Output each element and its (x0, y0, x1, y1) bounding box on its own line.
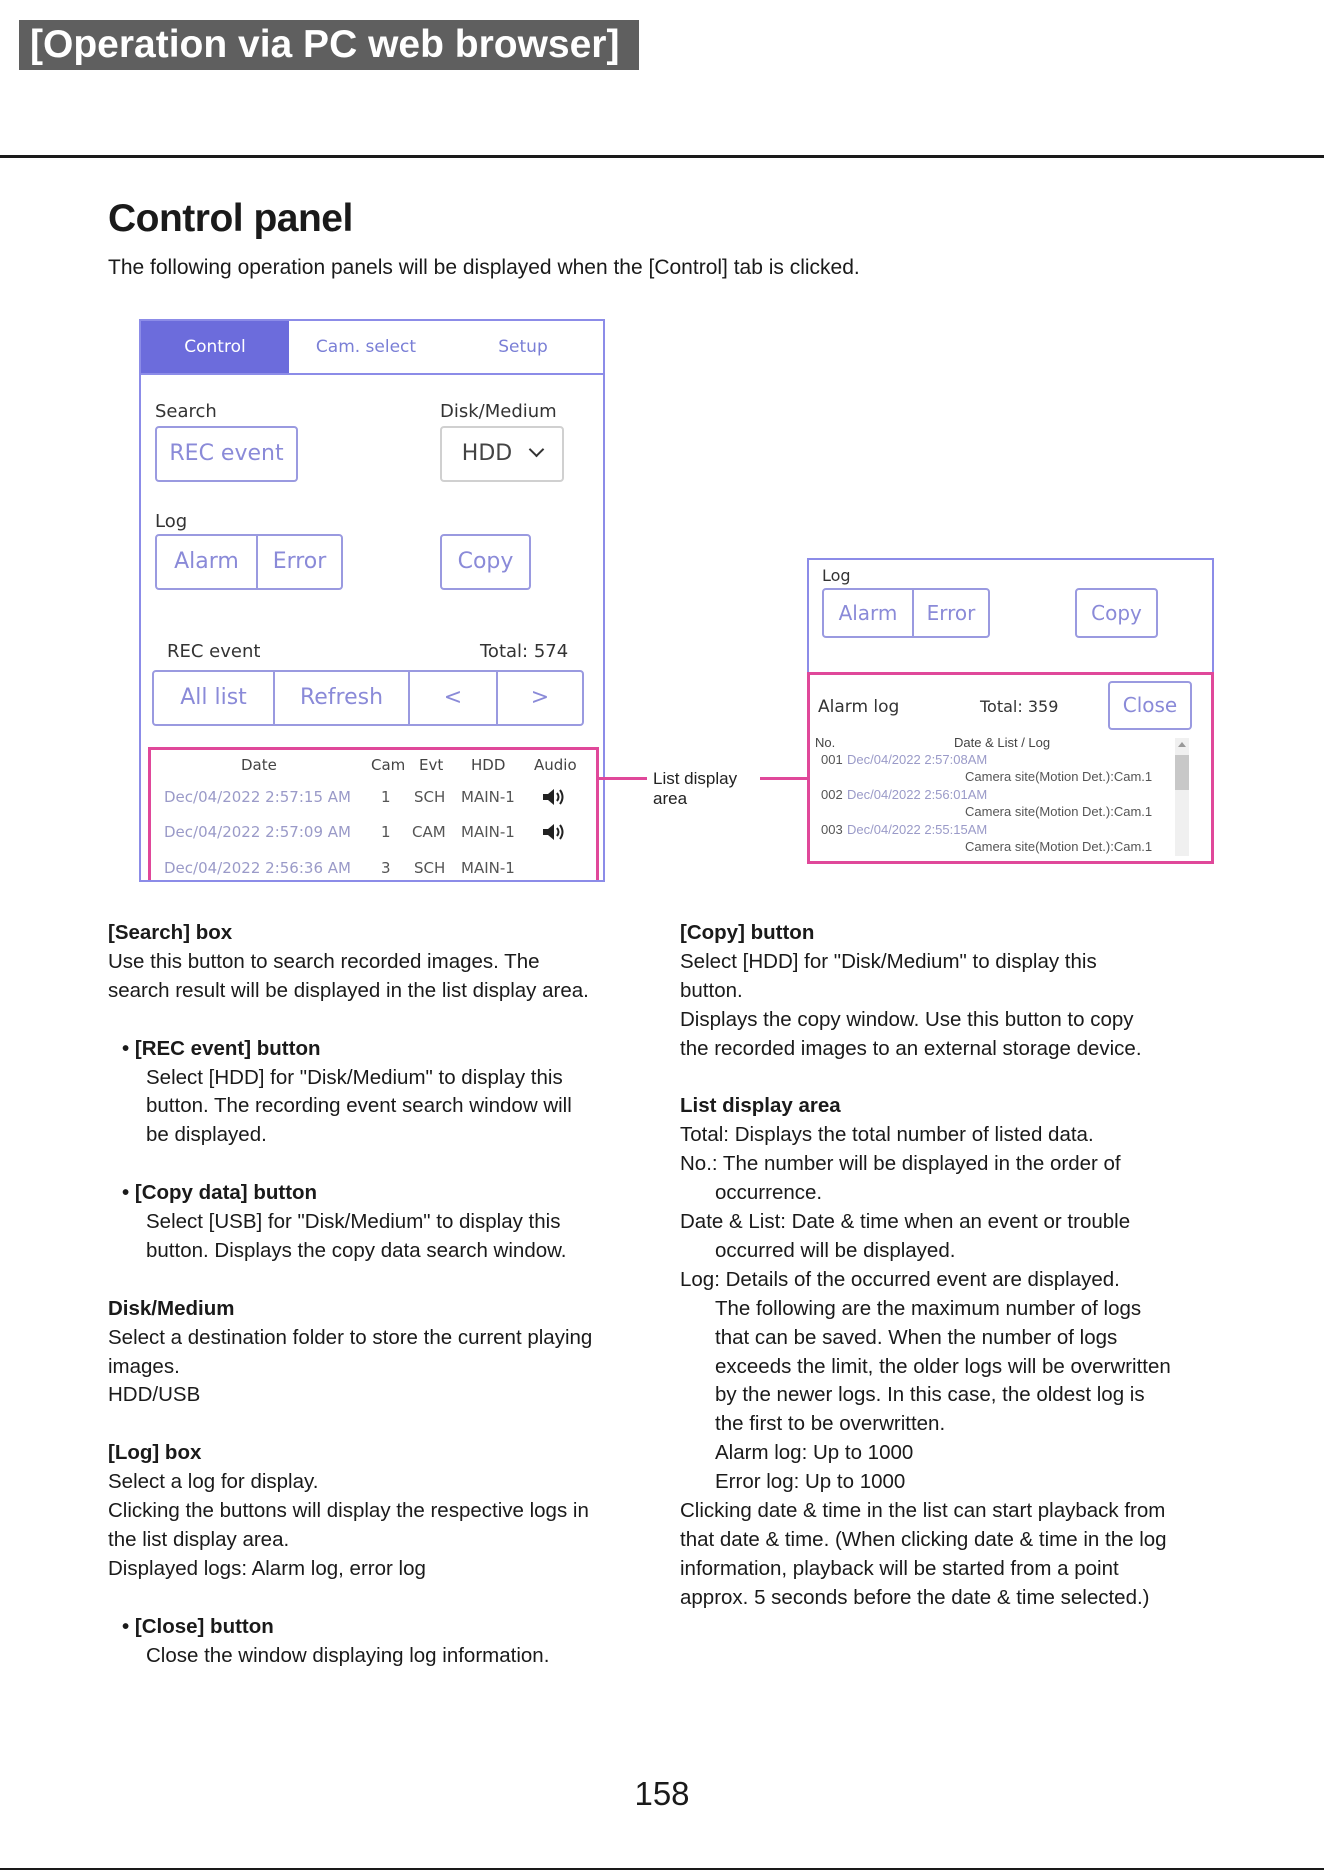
list-display-text: Total: Displays the total number of listed data. (680, 1123, 1094, 1147)
list-display-text: Error log: Up to 1000 (715, 1470, 906, 1494)
row-cam: 3 (381, 859, 391, 877)
copy-button[interactable]: Copy (1075, 588, 1158, 638)
list-display-text: occurrence. (715, 1181, 823, 1205)
list-display-text: that can be saved. When the number of logs (715, 1325, 1118, 1349)
alarm-button[interactable]: Alarm (838, 601, 898, 625)
row-cam: 1 (381, 823, 391, 841)
log-header-no: No. (815, 735, 836, 750)
control-panel (139, 319, 605, 882)
page-title: Control panel (108, 197, 353, 240)
callout-line-left (597, 777, 647, 780)
alarm-log-total: Total: 359 (980, 697, 1059, 716)
speaker-icon[interactable] (541, 787, 565, 807)
list-display-text: that date & time. (When clicking date & time in the log (680, 1528, 1167, 1552)
tab-setup[interactable]: Setup (498, 337, 548, 357)
alarm-button[interactable]: Alarm (174, 549, 239, 574)
list-display-text: approx. 5 seconds before the date & time selected.) (680, 1585, 1150, 1609)
log-row-text: Camera site(Motion Det.):Cam.1 (965, 839, 1153, 854)
log-scrollbar-thumb[interactable] (1175, 755, 1189, 790)
rec-event-total: Total: 574 (480, 641, 569, 662)
log-row-date[interactable]: Dec/04/2022 2:56:01AM (847, 787, 988, 802)
row-cam: 1 (381, 788, 391, 806)
log-row-no: 001 (821, 752, 843, 767)
log-box-text: Select a log for display. (108, 1470, 319, 1494)
copy-button-text: Select [HDD] for "Disk/Medium" to display this (680, 949, 1097, 973)
rec-event-text: Select [HDD] for "Disk/Medium" to display this (146, 1065, 563, 1089)
copy-data-text: button. Displays the copy data search window. (146, 1238, 567, 1262)
disk-medium-label: Disk/Medium (440, 401, 557, 422)
log-box-text: Displayed logs: Alarm log, error log (108, 1556, 426, 1580)
log-header-date-list: Date & List / Log (954, 735, 1051, 750)
copy-data-text: Select [USB] for "Disk/Medium" to display this (146, 1210, 561, 1234)
log-row-no: 002 (821, 787, 843, 802)
rec-event-text: button. The recording event search window will (146, 1094, 572, 1118)
log-box-text: Clicking the buttons will display the respective logs in (108, 1499, 589, 1523)
disk-medium-heading: Disk/Medium (108, 1296, 235, 1320)
list-display-text: exceeds the limit, the older logs will be overwritten (715, 1354, 1171, 1378)
list-header-cam: Cam (371, 756, 406, 774)
speaker-icon[interactable] (541, 822, 565, 842)
row-evt: CAM (412, 823, 446, 841)
list-display-heading: List display area (680, 1094, 841, 1118)
log-row-date[interactable]: Dec/04/2022 2:57:08AM (847, 752, 988, 767)
row-hdd: MAIN-1 (461, 788, 515, 806)
list-display-text: No.: The number will be displayed in the order of (680, 1152, 1121, 1176)
chevron-down-icon (529, 442, 545, 458)
list-display-text: by the newer logs. In this case, the oldest log is (715, 1383, 1145, 1407)
disk-medium-value: HDD (461, 441, 513, 466)
copy-button-text: the recorded images to an external storage device. (680, 1036, 1142, 1060)
error-button[interactable]: Error (272, 549, 327, 574)
copy-button[interactable]: Copy (440, 534, 531, 590)
search-box-text: search result will be displayed in the list display area. (108, 978, 589, 1002)
list-display-text: Date & List: Date & time when an event or trouble (680, 1210, 1131, 1234)
callout-label-line2: area (653, 789, 688, 808)
rec-event-button[interactable]: REC event (155, 426, 298, 482)
row-date[interactable]: Dec/04/2022 2:57:09 AM (164, 823, 351, 841)
tab-bar (141, 321, 603, 375)
list-header-hdd: HDD (471, 756, 506, 774)
refresh-button[interactable]: Refresh (299, 685, 384, 710)
disk-medium-select[interactable] (440, 426, 564, 482)
list-display-text: The following are the maximum number of logs (715, 1296, 1142, 1320)
section-header: [Operation via PC web browser] (30, 23, 620, 66)
list-display-text: information, playback will be started from a point (680, 1556, 1119, 1580)
log-row-text: Camera site(Motion Det.):Cam.1 (965, 804, 1153, 819)
log-box-text: the list display area. (108, 1527, 290, 1551)
search-box-heading: [Search] box (108, 921, 233, 944)
list-display-text: Alarm log: Up to 1000 (715, 1441, 914, 1465)
page-number: 158 (634, 1775, 690, 1812)
tab-control[interactable]: Control (141, 321, 289, 373)
row-evt: SCH (414, 859, 446, 877)
left-column (108, 919, 668, 1670)
disk-medium-text: Select a destination folder to store the current playing (108, 1325, 593, 1349)
disk-medium-text: HDD/USB (108, 1383, 201, 1407)
row-date[interactable]: Dec/04/2022 2:57:15 AM (164, 788, 351, 806)
row-date[interactable]: Dec/04/2022 2:56:36 AM (164, 859, 351, 877)
row-evt: SCH (414, 788, 446, 806)
copy-data-heading: • [Copy data] button (122, 1181, 318, 1205)
copy-button-text: Displays the copy window. Use this button to copy (680, 1007, 1134, 1031)
copy-button-text: button. (680, 978, 743, 1002)
list-nav-button-group (152, 670, 584, 726)
header-rule (0, 155, 1324, 158)
row-hdd: MAIN-1 (461, 859, 515, 877)
callout-line-right (760, 777, 807, 780)
close-button-text: Close the window displaying log information. (146, 1643, 550, 1667)
log-box-heading: [Log] box (108, 1441, 202, 1465)
close-button[interactable]: Close (1108, 681, 1192, 730)
log-row-text: Camera site(Motion Det.):Cam.1 (965, 769, 1153, 784)
list-header-audio: Audio (534, 756, 577, 774)
prev-page-button[interactable]: < (443, 685, 463, 710)
log-panel-label: Log (822, 566, 851, 585)
error-button[interactable]: Error (926, 601, 976, 625)
log-row-no: 003 (821, 822, 843, 837)
all-list-button[interactable]: All list (180, 685, 247, 710)
disk-medium-text: images. (108, 1354, 180, 1378)
list-header-evt: Evt (419, 756, 444, 774)
callout-label-line1: List display (653, 769, 738, 788)
row-hdd: MAIN-1 (461, 823, 515, 841)
copy-button-heading: [Copy] button (680, 921, 815, 944)
list-header-date: Date (241, 756, 277, 774)
tab-cam-select[interactable]: Cam. select (315, 337, 417, 357)
right-column (680, 919, 1240, 1613)
rec-event-list-label: REC event (167, 641, 261, 662)
search-box-text: Use this button to search recorded images. The (108, 949, 540, 973)
log-label: Log (155, 511, 188, 532)
rec-event-heading: • [REC event] button (122, 1036, 321, 1060)
list-display-text: Log: Details of the occurred event are displayed. (680, 1267, 1120, 1291)
alarm-log-label: Alarm log (818, 697, 900, 717)
footer-rule (0, 1868, 1324, 1870)
log-row-date[interactable]: Dec/04/2022 2:55:15AM (847, 822, 988, 837)
list-display-text: Clicking date & time in the list can start playback from (680, 1499, 1166, 1523)
log-panel-button-group (822, 588, 990, 638)
intro-text: The following operation panels will be displayed when the [Control] tab is clicked. (108, 256, 860, 279)
close-button-heading: • [Close] button (122, 1614, 274, 1638)
list-display-text: the first to be overwritten. (715, 1412, 946, 1436)
log-button-group (155, 534, 343, 590)
search-label: Search (155, 401, 217, 422)
scroll-up-arrow-icon[interactable] (1178, 740, 1186, 748)
next-page-button[interactable]: > (530, 685, 550, 710)
rec-event-text: be displayed. (146, 1123, 267, 1147)
list-display-text: occurred will be displayed. (715, 1238, 956, 1262)
